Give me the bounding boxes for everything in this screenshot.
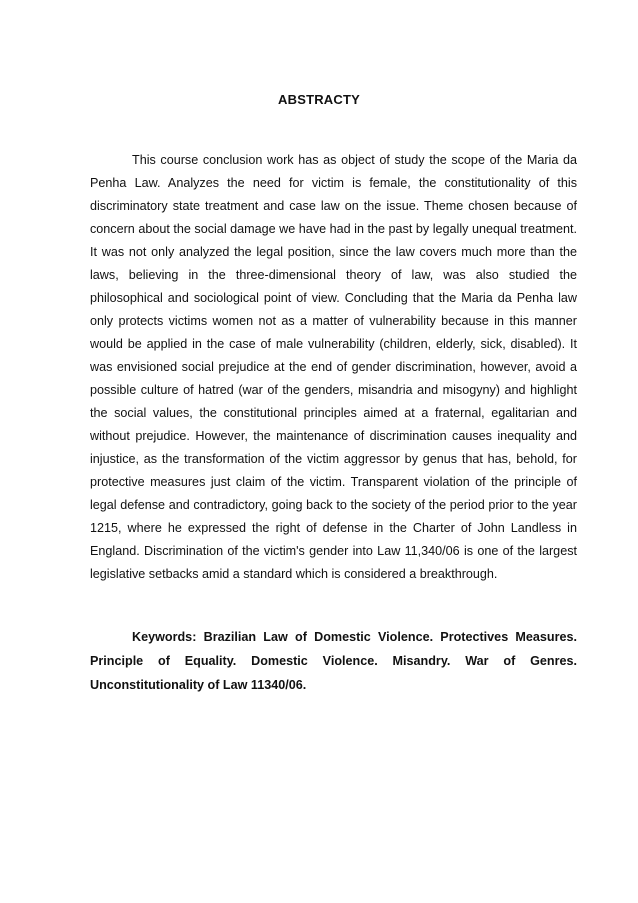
- keywords-label: Keywords:: [132, 630, 197, 644]
- abstract-body: This course conclusion work has as object of study the scope of the Maria da Penha Law. Analyzes the need for victim is female, the constitutionality of this discriminatory state treatment and case law on the issue. Theme chosen because of concern about the social damage we have had in the past by legally unequal treatment. It was not only analyzed the legal position, since the law covers much more than the laws, believing in the three-dimensional theory of law, was also studied the philosophical and sociological point of view. Concluding that the Maria da Penha law only protects victims women not as a matter of vulnerability because in this manner would be applied in the case of male vulnerability (children, elderly, sick, disabled). It was envisioned social prejudice at the end of gender discrimination, however, avoid a possible culture of hatred (war of the genders, misandria and misogyny) and highlight the social values, the constitutional principles aimed at a fraternal, egalitarian and without prejudice. However, the maintenance of discrimination causes inequality and injustice, as the transformation of the victim aggressor by genus that has, behold, for protective measures just claim of the victim. Transparent violation of the principle of legal defense and contradictory, going back to the society of the period prior to the year 1215, where he expressed the right of defense in the Charter of John Landless in England. Discrimination of the victim's gender into Law 11,340/06 is one of the largest legislative setbacks amid a standard which is considered a breakthrough.: [90, 153, 577, 581]
- keywords-list: Brazilian Law of Domestic Violence. Protectives Measures. Principle of Equality. Domestic Violence. Misandry. War of Genres. Unconstitutionality of Law 11340/06.: [90, 630, 578, 692]
- abstract-title: ABSTRACTY: [278, 92, 360, 107]
- keywords-paragraph: [90, 625, 577, 697]
